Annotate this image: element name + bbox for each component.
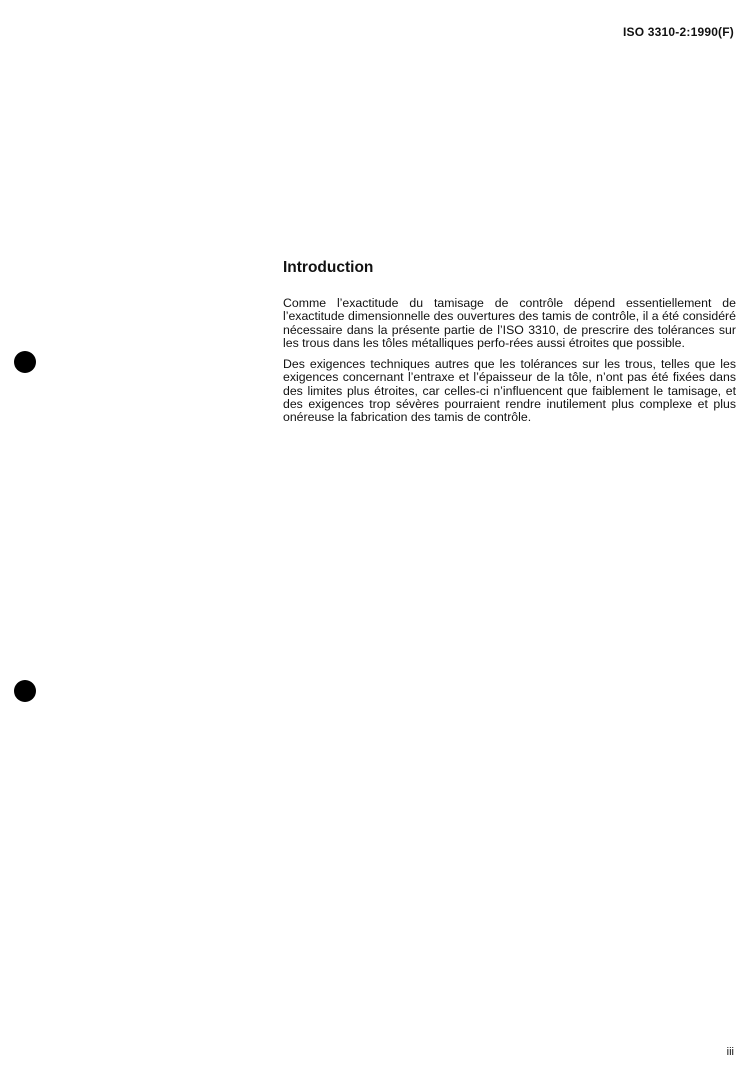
paragraph: Comme l’exactitude du tamisage de contrôle dépend essentiellement de l’exactitude dimensionnelle des ouvertures des tamis de contrôle, il a été considéré nécessaire dans la présente partie de l’ISO 3310, de prescrire des tolérances sur les trous dans les tôles métalliques perfo-rées aussi étroites que possible.: [283, 296, 736, 350]
paragraph: Des exigences techniques autres que les tolérances sur les trous, telles que les exigences concernant l’entraxe et l’épaisseur de la tôle, n’ont pas été fixées dans des limites plus étroites, car celles-ci n’influencent que faiblement le tamisage, et des exigences trop sévères pourraient rendre inutilement plus complexe et plus onéreuse la fabrication des tamis de contrôle.: [283, 357, 736, 425]
punch-hole-icon: [14, 680, 36, 702]
section-title: Introduction: [283, 259, 374, 276]
page-number: iii: [726, 1046, 734, 1058]
document-id: ISO 3310-2:1990(F): [623, 25, 734, 39]
page-content: [283, 258, 736, 433]
punch-hole-icon: [14, 351, 36, 373]
